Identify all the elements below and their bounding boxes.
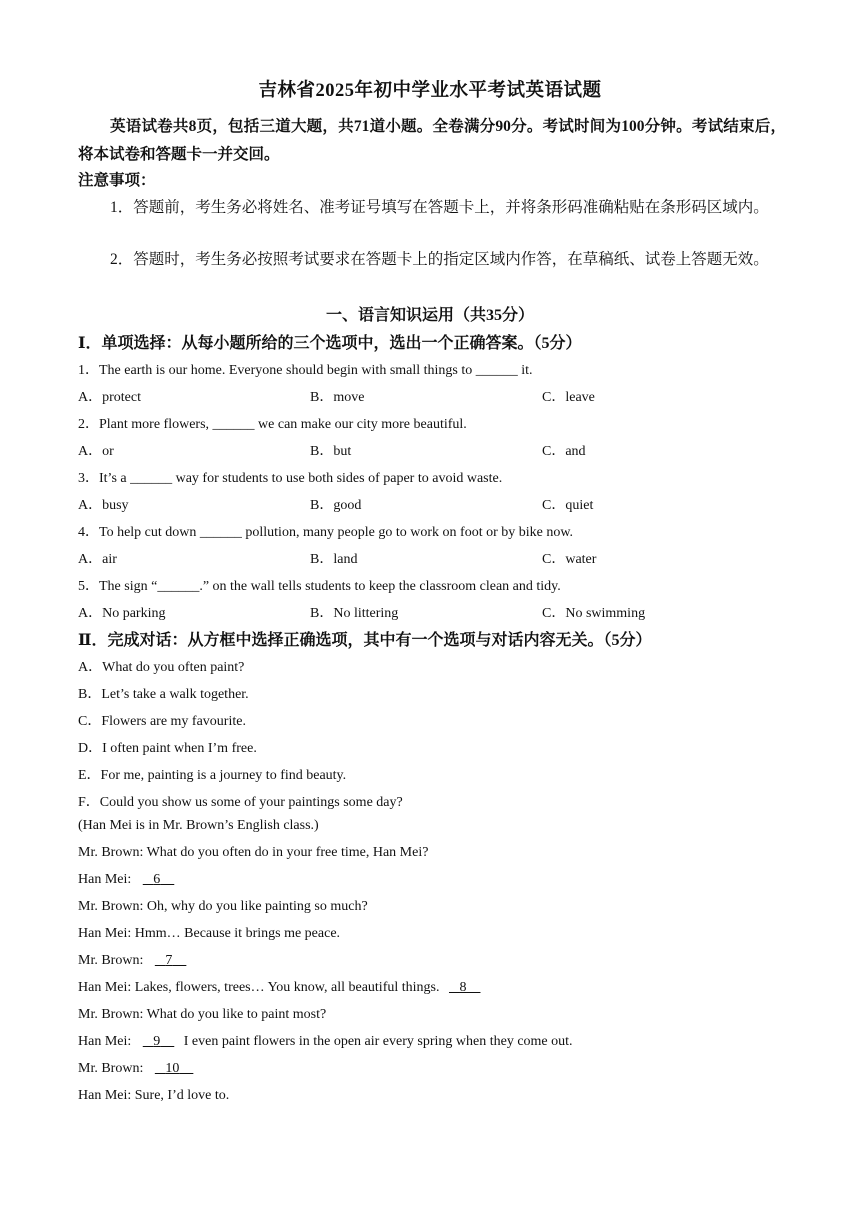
question-4-option-a: A．air <box>78 552 117 567</box>
question-3-option-c: C．quiet <box>542 498 594 513</box>
dialogue-option-b: B．Let’s take a walk together. <box>78 687 249 702</box>
speaker-label: Mr. Brown: <box>78 953 144 968</box>
answer-blank <box>143 872 175 888</box>
dialogue-line <box>78 1061 193 1077</box>
question-1-option-a: A．protect <box>78 390 141 405</box>
speaker-label: Han Mei: <box>78 1034 132 1049</box>
dialogue-line <box>78 872 174 888</box>
question-5-stem: 5．The sign “______.” on the wall tells students to keep the classroom clean and tidy. <box>78 579 561 594</box>
dialogue-option-d: D．I often paint when I’m free. <box>78 741 257 756</box>
note-2: 2．答题时，考生务必按照考试要求在答题卡上的指定区域内作答，在草稿纸、试卷上答题无效。 <box>110 251 769 268</box>
dialogue-option-e: E．For me, painting is a journey to find beauty. <box>78 768 347 783</box>
question-5-option-a: A．No parking <box>78 606 166 621</box>
exam-intro: 英语试卷共8页，包括三道大题，共71道小题。全卷满分90分。考试时间为100分钟。考试结束后，将本试卷和答题卡一并交回。 <box>78 118 786 163</box>
question-2-stem: 2．Plant more flowers, ______ we can make our city more beautiful. <box>78 417 467 432</box>
blank-number: 8 <box>459 980 467 995</box>
question-4-option-b: B．land <box>310 552 358 567</box>
question-3-option-a: A．busy <box>78 498 129 513</box>
question-2-option-b: B．but <box>310 444 352 459</box>
answer-blank <box>155 1061 194 1077</box>
section-title: 一、语言知识运用（共35分） <box>325 307 534 324</box>
question-2-option-a: A．or <box>78 444 114 459</box>
notes-heading: 注意事项： <box>78 172 156 189</box>
question-3-stem: 3．It’s a ______ way for students to use both sides of paper to avoid waste. <box>78 471 503 486</box>
dialogue-text: Han Mei: Lakes, flowers, trees… You know, all beautiful things. <box>78 980 440 995</box>
blank-number: 6 <box>153 872 161 887</box>
blank-number: 9 <box>153 1034 161 1049</box>
dialogue-line: Han Mei: Sure, I’d love to. <box>78 1088 230 1103</box>
dialogue-line: Mr. Brown: What do you often do in your free time, Han Mei? <box>78 845 429 860</box>
dialogue-context: (Han Mei is in Mr. Brown’s English class.) <box>78 818 319 833</box>
question-3-option-b: B．good <box>310 498 362 513</box>
dialogue-line <box>78 1034 573 1050</box>
dialogue-line: Han Mei: Hmm… Because it brings me peace. <box>78 926 341 941</box>
question-5-option-c: C．No swimming <box>542 606 646 621</box>
blank-number: 7 <box>165 953 173 968</box>
question-1-option-c: C．leave <box>542 390 595 405</box>
speaker-label: Han Mei: <box>78 872 132 887</box>
answer-blank <box>143 1034 175 1050</box>
question-2-option-c: C．and <box>542 444 586 459</box>
question-4-option-c: C．water <box>542 552 597 567</box>
question-1-option-b: B．move <box>310 390 365 405</box>
dialogue-line <box>78 953 186 969</box>
answer-blank <box>449 980 481 996</box>
dialogue-text: I even paint flowers in the open air every spring when they come out. <box>183 1034 573 1049</box>
speaker-label: Mr. Brown: <box>78 1061 144 1076</box>
question-5-option-b: B．No littering <box>310 606 399 621</box>
dialogue-line: Mr. Brown: What do you like to paint most? <box>78 1007 327 1022</box>
dialogue-line: Mr. Brown: Oh, why do you like painting so much? <box>78 899 368 914</box>
question-1-stem: 1．The earth is our home. Everyone should begin with small things to ______ it. <box>78 363 533 378</box>
question-4-stem: 4．To help cut down ______ pollution, many people go to work on foot or by bike now. <box>78 525 574 540</box>
note-1: 1．答题前，考生务必将姓名、准考证号填写在答题卡上，并将条形码准确粘贴在条形码区域内。 <box>110 199 769 216</box>
part1-heading: Ⅰ．单项选择：从每小题所给的三个选项中，选出一个正确答案。（5分） <box>78 335 582 352</box>
page-title: 吉林省2025年初中学业水平考试英语试题 <box>258 81 602 101</box>
part2-heading: Ⅱ．完成对话：从方框中选择正确选项，其中有一个选项与对话内容无关。（5分） <box>78 632 652 649</box>
dialogue-option-a: A．What do you often paint? <box>78 660 245 675</box>
dialogue-line <box>78 980 480 996</box>
dialogue-option-f: F．Could you show us some of your paintings some day? <box>78 795 403 810</box>
dialogue-option-c: C．Flowers are my favourite. <box>78 714 246 729</box>
blank-number: 10 <box>165 1061 180 1076</box>
answer-blank <box>155 953 187 969</box>
